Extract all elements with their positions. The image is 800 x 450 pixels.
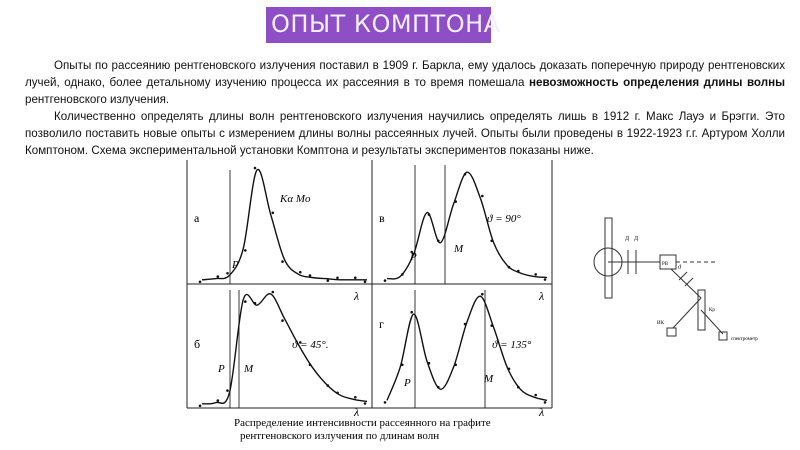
figure-caption-line2: рентгеновского излучения по длинам волн bbox=[240, 430, 440, 442]
data-point bbox=[481, 293, 484, 296]
data-point bbox=[354, 396, 357, 399]
data-point bbox=[534, 273, 537, 276]
data-point bbox=[272, 212, 275, 215]
data-point bbox=[464, 323, 467, 326]
data-point bbox=[364, 402, 367, 405]
peak-label-v-p: P bbox=[410, 251, 417, 263]
data-point bbox=[508, 266, 511, 269]
label-theta: ϑ bbox=[678, 265, 681, 271]
data-point bbox=[272, 291, 275, 294]
curves bbox=[202, 169, 547, 403]
label-spectrometer: спектрометр bbox=[731, 337, 758, 342]
curve-panel-a bbox=[202, 169, 367, 279]
data-point bbox=[254, 302, 257, 305]
body-text bbox=[25, 57, 785, 159]
data-point bbox=[281, 260, 284, 263]
paragraph-2: Количественно определять длины волн рентгеновского излучения научились определять лишь в 1912 г. Макс Лауэ и Брэгги. Это позволило поставить новые опыты с измерением длины волны рассеянных лучей. Опыты были проведены в 1922-1923 г.г. Артуром Холли Комптоном. Схема экспериментальной установки Комптона и результаты экспериментов показаны ниже. bbox=[25, 110, 785, 157]
paragraph-1-end: рентгеновского излучения. bbox=[25, 93, 170, 106]
data-point bbox=[517, 270, 520, 273]
data-point bbox=[327, 384, 330, 387]
data-point bbox=[454, 200, 457, 203]
spectrometer-box bbox=[719, 332, 727, 340]
lambda-label-b: λ bbox=[354, 405, 360, 419]
data-point bbox=[226, 389, 229, 392]
compton-graphs-figure bbox=[182, 160, 562, 447]
data-point bbox=[437, 240, 440, 243]
lambda-label-g: λ bbox=[539, 405, 545, 419]
curve-panel-b bbox=[202, 294, 367, 404]
data-point bbox=[199, 281, 202, 284]
data-point bbox=[336, 277, 339, 280]
data-point bbox=[508, 368, 511, 371]
data-point bbox=[544, 401, 547, 404]
label-kr: Кр bbox=[709, 308, 715, 313]
panel-label-a: а bbox=[194, 211, 200, 225]
data-point bbox=[217, 399, 220, 402]
slit-2 bbox=[685, 278, 693, 286]
data-point bbox=[401, 273, 404, 276]
data-point bbox=[384, 401, 387, 404]
data-point bbox=[490, 240, 493, 243]
data-point bbox=[384, 279, 387, 282]
lambda-label-a: λ bbox=[354, 289, 360, 303]
data-point bbox=[364, 281, 367, 284]
data-point bbox=[464, 173, 467, 176]
label-d2: Д bbox=[634, 236, 639, 242]
graphs-svg bbox=[182, 160, 562, 442]
graph-frames bbox=[187, 160, 552, 408]
data-point bbox=[244, 249, 247, 252]
data-point bbox=[481, 195, 484, 198]
data-point bbox=[544, 278, 547, 281]
label-ik: ИК bbox=[657, 321, 664, 326]
annotation-g: ϑ = 135° bbox=[492, 339, 532, 351]
data-point bbox=[534, 394, 537, 397]
reflected-beam-ik bbox=[673, 298, 701, 328]
data-point bbox=[490, 324, 493, 327]
data-point bbox=[437, 386, 440, 389]
lambda-label-v: λ bbox=[539, 289, 545, 303]
data-point bbox=[299, 271, 302, 274]
panel-label-b: б bbox=[194, 337, 201, 351]
peak-markers bbox=[230, 165, 485, 408]
peak-label-g-m: M bbox=[484, 373, 494, 385]
data-point bbox=[254, 167, 257, 170]
paragraph-1 bbox=[25, 57, 785, 108]
annotation-v: ϑ = 90° bbox=[487, 213, 521, 225]
data-point bbox=[281, 319, 284, 322]
data-point bbox=[309, 364, 312, 367]
label-d1: Д bbox=[625, 236, 630, 242]
annotation-b: ϑ = 45°. bbox=[292, 339, 329, 351]
data-point bbox=[428, 362, 431, 365]
data-point bbox=[410, 311, 413, 314]
compton-setup-schematic bbox=[585, 210, 785, 355]
data-point bbox=[454, 364, 457, 367]
data-point bbox=[226, 272, 229, 275]
data-point bbox=[517, 386, 520, 389]
peak-label-g-p: P bbox=[404, 377, 411, 389]
data-point bbox=[327, 279, 330, 282]
peak-label-b-p: P bbox=[218, 363, 225, 375]
ik-detector bbox=[667, 328, 676, 336]
paragraph-1-bold: невозможность определения длины волны bbox=[529, 76, 785, 89]
data-point bbox=[336, 392, 339, 395]
panel-label-g: г bbox=[379, 317, 384, 331]
label-rv: РВ bbox=[662, 262, 669, 267]
data-point bbox=[244, 300, 247, 303]
data-point bbox=[309, 274, 312, 277]
x-ray-tube-rod bbox=[605, 218, 612, 298]
data-point bbox=[354, 277, 357, 280]
paragraph-1-text: Опыты по рассеянию рентгеновского излучения поставил в 1909 г. Баркла, ему удалось доказать поперечную природу рентгеновских лучей, однако, более детальному изучению процесса их рассеяния в то время помешала bbox=[25, 59, 785, 89]
figure-caption-line1: Распределение интенсивности рассеянного на графите bbox=[234, 417, 491, 429]
data-point bbox=[199, 405, 202, 408]
schematic-svg bbox=[585, 210, 785, 350]
annotation-a: Kα Mo bbox=[280, 193, 311, 205]
panel-label-v: в bbox=[379, 211, 385, 225]
data-point bbox=[428, 213, 431, 216]
slide-title: ОПЫТ КОМПТОНА bbox=[271, 10, 501, 38]
data-point bbox=[401, 364, 404, 367]
slit-1 bbox=[679, 272, 687, 280]
peak-label-b-m: M bbox=[244, 363, 254, 375]
data-point bbox=[217, 275, 220, 278]
peak-label-v-m: M bbox=[454, 243, 464, 255]
peak-label-a-p: P bbox=[232, 259, 239, 271]
slide-title-box bbox=[266, 7, 501, 43]
